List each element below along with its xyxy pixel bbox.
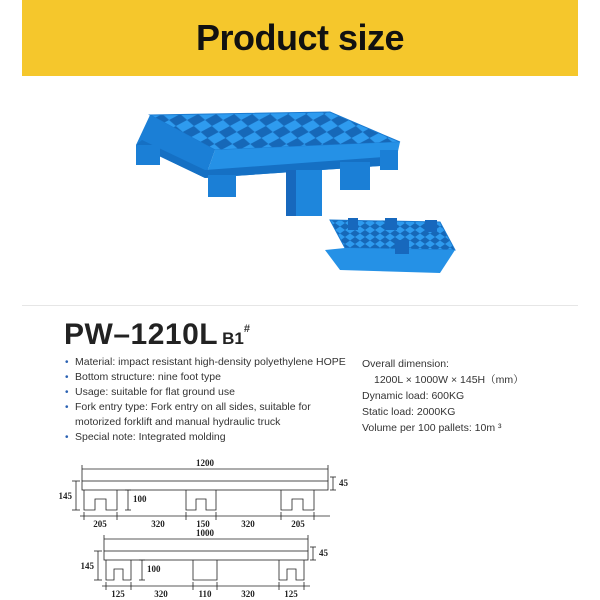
spec-special-note: • Special note: Integrated molding — [65, 431, 226, 443]
bottom-seg-3: 110 — [198, 589, 212, 599]
page-title: Product size — [195, 17, 405, 58]
overall-dimension-value: 1200L × 1000W × 145H（mm） — [374, 374, 524, 386]
bottom-length-label: 1000 — [196, 528, 214, 538]
dynamic-load: Dynamic load: 600KG — [362, 390, 465, 402]
model-heading — [64, 318, 250, 352]
bottom-foot-height-label: 100 — [147, 564, 161, 574]
section-divider — [22, 305, 578, 306]
top-deck-label: 45 — [339, 478, 348, 488]
bullet-icon: • — [65, 357, 69, 368]
spec-list — [62, 355, 352, 445]
spec-fork-entry-cont: motorized forklift and manual hydraulic truck — [75, 416, 281, 428]
spec-bottom-structure: • Bottom structure: nine foot type — [65, 371, 221, 383]
top-seg-2: 320 — [151, 519, 165, 529]
top-height-label: 145 — [58, 491, 72, 501]
large-pallet-image — [136, 112, 400, 216]
bottom-height-label: 145 — [80, 561, 94, 571]
small-pallet-image — [325, 218, 455, 273]
spec-dimensions — [362, 356, 582, 436]
top-seg-4: 320 — [241, 519, 255, 529]
top-seg-1: 205 — [93, 519, 107, 529]
model-suffix: B1 — [222, 329, 244, 348]
title-banner — [22, 0, 578, 76]
pallet-product-photo — [0, 90, 600, 300]
overall-dimension-label: Overall dimension: — [362, 358, 449, 370]
dimension-drawing — [0, 455, 600, 600]
bullet-icon: • — [65, 387, 69, 398]
top-seg-3: 150 — [196, 519, 210, 529]
bottom-seg-2: 320 — [154, 589, 168, 599]
top-seg-5: 205 — [291, 519, 305, 529]
volume-per-100: Volume per 100 pallets: 10m ³ — [362, 422, 502, 434]
model-suffix-sup: # — [243, 323, 250, 335]
spec-fork-entry: • Fork entry type: Fork entry on all sides, suitable for — [65, 401, 311, 413]
bottom-deck-label: 45 — [319, 548, 328, 558]
spec-usage: • Usage: suitable for flat ground use — [65, 386, 235, 398]
bullet-icon: • — [65, 402, 69, 413]
model-name: PW–1210L — [64, 318, 219, 351]
top-foot-height-label: 100 — [133, 494, 147, 504]
bottom-seg-4: 320 — [241, 589, 255, 599]
bullet-icon: • — [65, 432, 69, 443]
bullet-icon: • — [65, 372, 69, 383]
bottom-seg-1: 125 — [111, 589, 125, 599]
static-load: Static load: 2000KG — [362, 406, 456, 418]
bottom-seg-5: 125 — [284, 589, 298, 599]
top-length-label: 1200 — [196, 458, 214, 468]
spec-material: • Material: impact resistant high-density polyethylene HOPE — [65, 356, 346, 368]
